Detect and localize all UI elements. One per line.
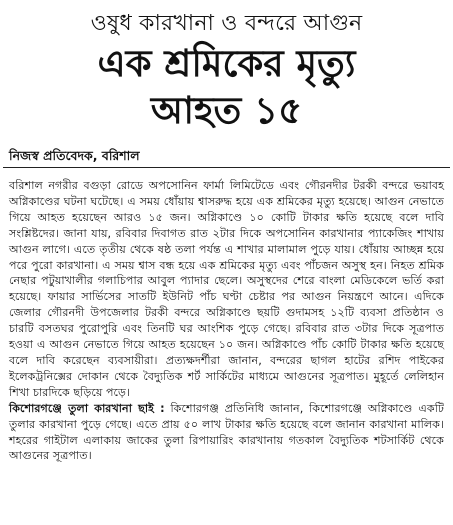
article-paragraph-1: বরিশাল নগরীর বগুড়া রোডে অপসোনিন ফার্মা লিমিটেডে এবং গৌরনদীর টরকী বন্দরে ভয়াবহ অগ্নিকাণ্ডের ঘটনা ঘটেছে। এ সময় ধোঁয়ায় শ্বাসরুদ্ধ হয়ে এক শ্রমিকের মৃত্যু হয়েছে। আগুন নেভাতে গিয়ে আহত হয়েছেন আরও ১৫ জন। অগ্নিকাণ্ডে ১০ কোটি টাকার ক্ষতি হয়েছে বলে দাবি সংশ্লিষ্টদের। জানা যায়, রবিবার দিবাগত রাত ২টার দিকে অপসোনিন কারখানার প্যাকেজিং শাখায় আগুন লাগে। এতে তৃতীয় থেকে ষষ্ঠ তলা পর্যন্ত এ শাখার মালামাল পুড়ে যায়। ধোঁয়ায় আচ্ছন্ন হয়ে পরে পুরো কারখানা। এ সময় শ্বাস বন্ধ হয়ে এক শ্রমিকের মৃত্যু এবং পাঁচজন অসুস্থ হন। নিহত শ্রমিক নেছার পটুয়াখালীর গলাচিপার আবুল প্যাদার ছেলে। অসুস্থদের শেরে বাংলা মেডিকেলে ভর্তি করা হয়েছে। ফায়ার সার্ভিসের সাতটি ইউনিট পাঁচ ঘণ্টা চেষ্টার পর আগুন নিয়ন্ত্রণে আনে। এদিকে জেলার গৌরনদী উপজেলার টরকী বন্দরে অগ্নিকাণ্ডে ছয়টি গুদামসহ ১২টি ব্যবসা প্রতিষ্ঠান ও চারটি বসতঘর পুরোপুরি এবং তিনটি ঘর আংশিক পুড়ে গেছে। রবিবার রাত ৩টার দিকে সূত্রপাত হওয়া এ আগুন নেভাতে গিয়ে আহত হয়েছেন ১০ জন। অগ্নিকাণ্ডে পাঁচ কোটি টাকার ক্ষতি হয়েছে বলে দাবি করেছেন ব্যবসায়ীরা। প্রত্যক্ষদর্শীরা জানান, বন্দরের ছাগল হাটের রশিদ পাইকের ইলেকট্রনিক্সের দোকান থেকে বৈদ্যুতিক শর্ট সার্কিটের মাধ্যমে আগুনের সূত্রপাত। মুহূর্তে লেলিহান শিখা চারদিকে ছড়িয়ে পড়ে। [9,179,444,399]
headline-subtitle: আহত ১৫ [150,89,303,132]
byline: নিজস্ব প্রতিবেদক, বরিশাল [9,148,140,163]
headline-kicker: ওষুধ কারখানা ও বন্দরে আগুন [90,11,363,36]
headline-block [3,9,450,133]
article-paragraph-2-text: কিশোরগঞ্জ প্রতিনিধি জানান, কিশোরগঞ্জে অগ্নিকাণ্ডে একটি তুলার কারখানা পুড়ে গেছে। এতে প্রায় ৫০ লাখ টাকার ক্ষতি হয়েছে বলে জানান কারখানা মালিক। শহরের গাইটাল এলাকায় জাকের তুলা রিপায়ারিং কারখানায় গতকাল বৈদ্যুতিক শটসার্কিট থেকে আগুনের সূত্রপাত। [9,401,444,463]
article-body [9,178,444,464]
news-clipping [3,3,450,522]
byline-divider [3,167,450,168]
article-paragraph-2 [9,401,444,465]
article-subhead: কিশোরগঞ্জে তুলা কারখানা ছাই : [9,401,165,415]
headline-title: এক শ্রমিকের মৃত্যু [97,42,356,85]
